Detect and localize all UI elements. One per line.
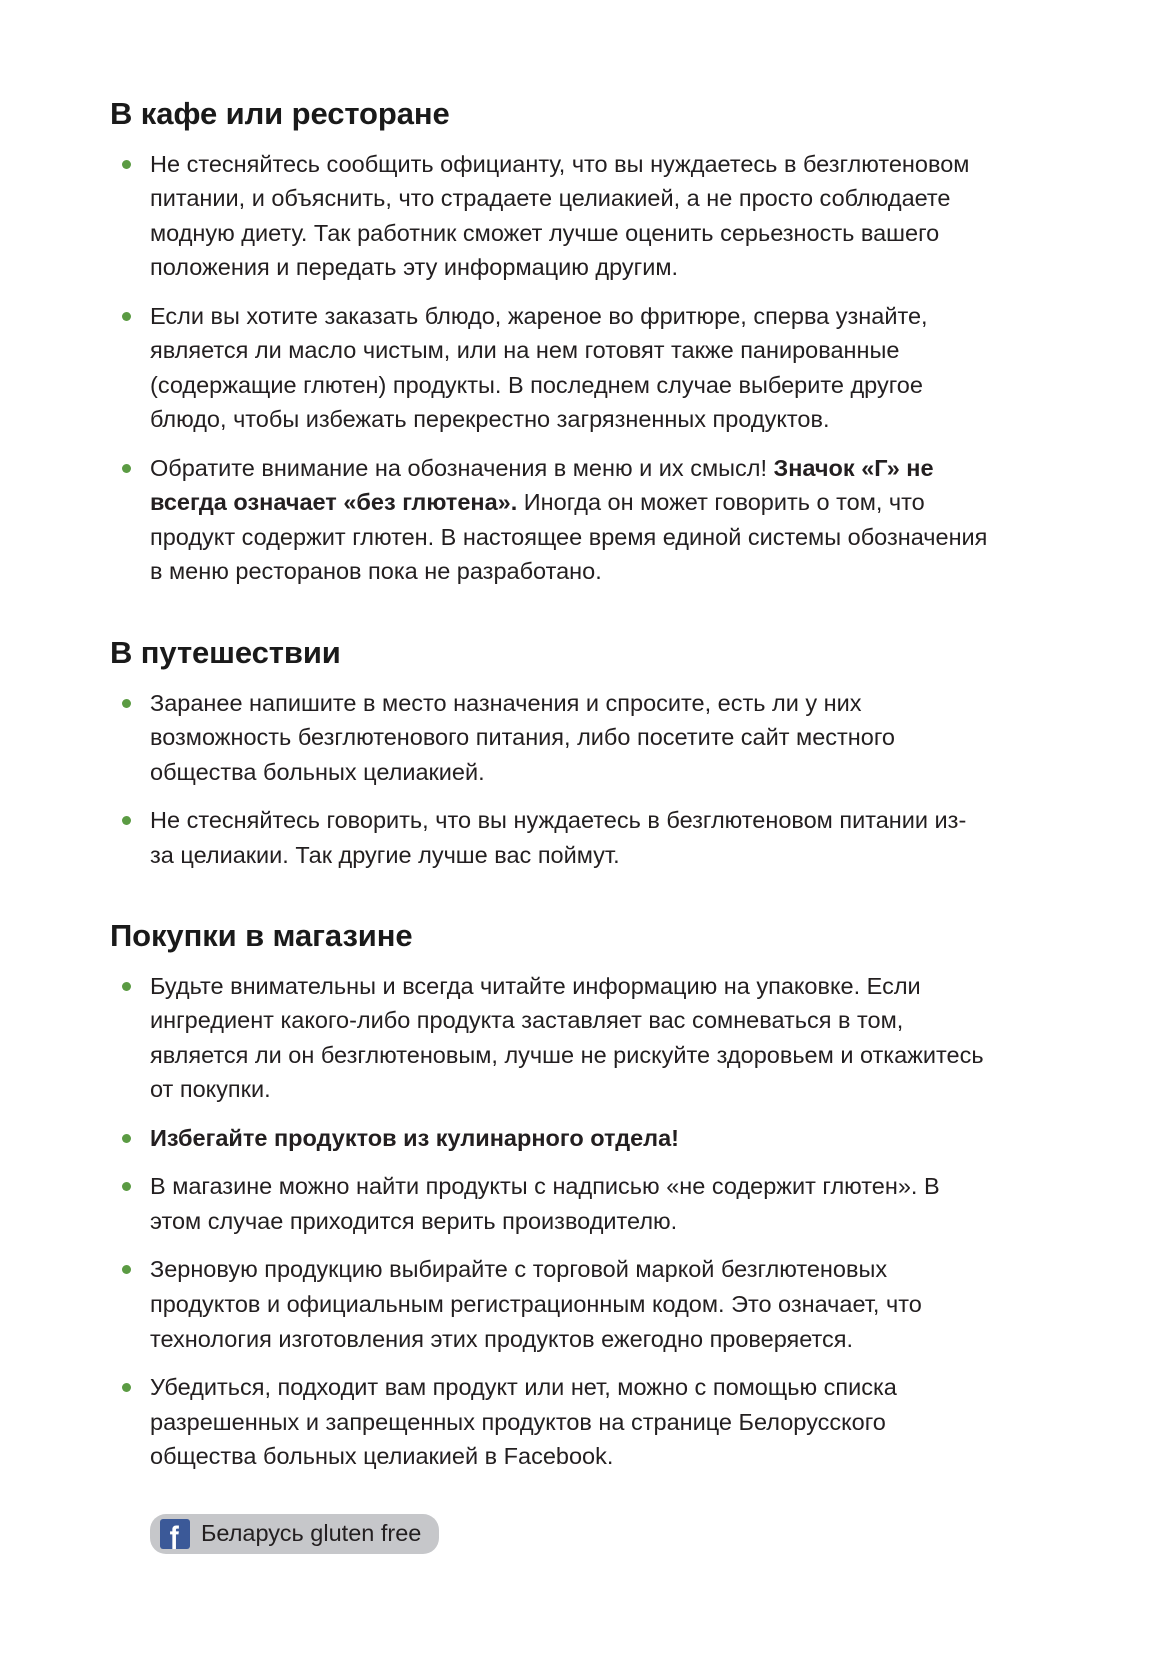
list-item [110, 1370, 990, 1474]
list-item [110, 147, 990, 285]
list-item-text-lead: Обратите внимание на обозначения в меню и их смысл! [150, 454, 774, 481]
list-item-text-tail: Иногда он может говорить о том, что продукт содержит глютен. В настоящее время единой системы обозначения в меню ресторанов пока не разработано. [150, 489, 988, 585]
list-item-emphasized [110, 1121, 990, 1156]
facebook-badge-wrapper [110, 1514, 990, 1554]
section-shopping [110, 918, 990, 1553]
bullet-list [110, 147, 990, 589]
list-item-text: В магазине можно найти продукты с надписью «не содержит глютен». В этом случае приходится верить производителю. [150, 1173, 940, 1234]
section-travel [110, 635, 990, 872]
list-item [110, 969, 990, 1107]
list-item-text: Зерновую продукцию выбирайте с торговой маркой безглютеновых продуктов и официальным регистрационным кодом. Это означает, что технология изготовления этих продуктов ежегодно проверяется. [150, 1256, 922, 1352]
list-item-text: Заранее напишите в место назначения и спросите, есть ли у них возможность безглютенового питания, либо посетите сайт местного общества больных целиакией. [150, 689, 895, 785]
section-heading: Покупки в магазине [110, 918, 413, 954]
list-item-text: Убедиться, подходит вам продукт или нет, можно с помощью списка разрешенных и запрещенных продуктов на странице Белорусского общества больных целиакией в Facebook. [150, 1374, 897, 1470]
section-heading: В путешествии [110, 634, 341, 670]
list-item-text: Избегайте продуктов из кулинарного отдела! [150, 1124, 680, 1151]
facebook-page-link[interactable] [150, 1514, 439, 1554]
section-cafe-restaurant [110, 96, 990, 589]
list-item-text-emphasis: Значок «Г» не всегда означает «без глютена». [150, 454, 934, 516]
list-item [110, 1169, 990, 1238]
list-item-text: Не стесняйтесь говорить, что вы нуждаетесь в безглютеновом питании из-за целиакии. Так другие лучше вас поймут. [150, 807, 967, 868]
bullet-list [110, 969, 990, 1474]
facebook-f-icon [160, 1519, 190, 1549]
list-item-text: Будьте внимательны и всегда читайте информацию на упаковке. Если ингредиент какого-либо продукта заставляет вас сомневаться в том, является ли он безглютеновым, лучше не рискуйте здоровьем и откажитесь от покупки. [150, 972, 984, 1103]
section-heading: В кафе или ресторане [110, 96, 450, 131]
facebook-badge-label: Беларусь gluten free [201, 1519, 422, 1546]
list-item [110, 299, 990, 437]
list-item [110, 803, 990, 872]
list-item-text: Если вы хотите заказать блюдо, жареное во фритюре, сперва узнайте, является ли масло чистым, или на нем готовят также панированные (содержащие глютен) продукты. В последнем случае выберите другое блюдо, чтобы избежать перекрестно загрязненных продуктов. [150, 302, 928, 433]
document-content [110, 96, 990, 1554]
bullet-list [110, 686, 990, 873]
list-item [110, 686, 990, 790]
list-item-text: Не стесняйтесь сообщить официанту, что вы нуждаетесь в безглютеновом питании, и объяснить, что страдаете целиакией, а не просто соблюдаете модную диету. Так работник сможет лучше оценить серьезность вашего положения и передать эту информацию другим. [150, 150, 970, 281]
list-item [110, 451, 990, 589]
list-item [110, 1252, 990, 1356]
